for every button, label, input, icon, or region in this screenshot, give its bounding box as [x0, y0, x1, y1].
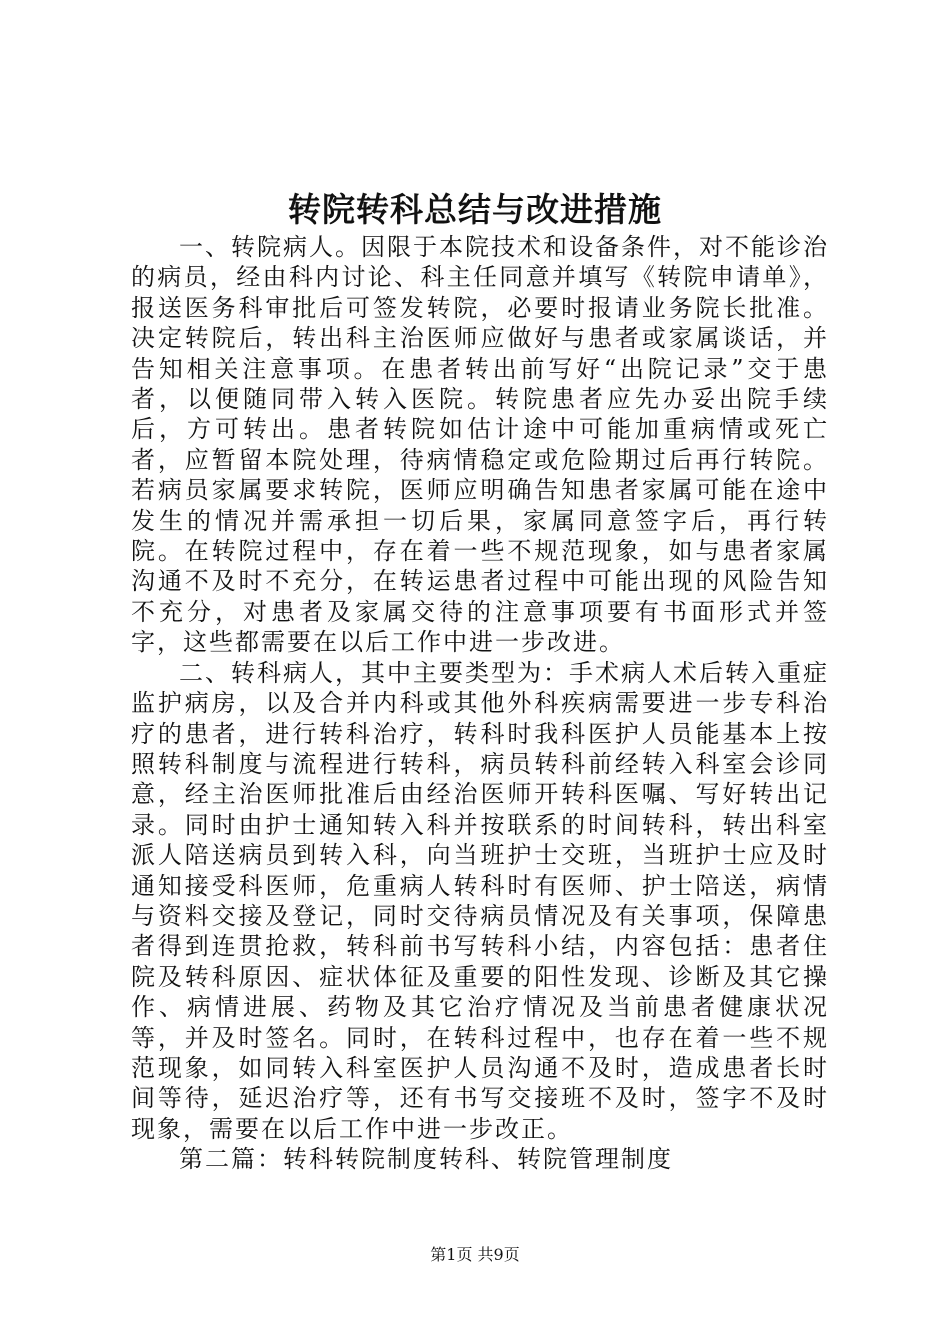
paragraph-transfer-hospital: 一、转院病人。因限于本院技术和设备条件，对不能诊治的病员，经由科内讨论、科主任同意并填写《转院申请单》，报送医务科审批后可签发转院，必要时报请业务院长批准。决定转院后，转出科主治医师应做好与患者或家属谈话，并告知相关注意事项。在患者转出前写好“出院记录”交于患者，以便随同带入转入医院。转院患者应先办妥出院手续后，方可转出。患者转院如估计途中可能加重病情或死亡者，应暂留本院处理，待病情稳定或危险期过后再行转院。若病员家属要求转院，医师应明确告知患者家属可能在途中发生的情况并需承担一切后果，家属同意签字后，再行转院。在转院过程中，存在着一些不规范现象，如与患者家属沟通不及时不充分，在转运患者过程中可能出现的风险告知不充分，对患者及家属交待的注意事项要有书面形式并签字，这些都需要在以后工作中进一步改进。: [131, 233, 829, 657]
document-title: 转院转科总结与改进措施: [288, 190, 662, 229]
document-body: [131, 232, 829, 1175]
paragraph-transfer-department: 二、转科病人，其中主要类型为：手术病人术后转入重症监护病房，以及合并内科或其他外科疾病需要进一步专科治疗的患者，进行转科治疗，转科时我科医护人员能基本上按照转科制度与流程进行转科，病员转科前经转入科室会诊同意，经主治医师批准后由经治医师开转科医嘱、写好转出记录。同时由护士通知转入科并按联系的时间转科，转出科室派人陪送病员到转入科，向当班护士交班，当班护士应及时通知接受科医师，危重病人转科时有医师、护士陪送，病情与资料交接及登记，同时交待病员情况及有关事项，保障患者得到连贯抢救，转科前书写转科小结，内容包括：患者住院及转科原因、症状体征及重要的阳性发现、诊断及其它操作、病情进展、药物及其它治疗情况及当前患者健康状况等，并及时签名。同时，在转科过程中，也存在着一些不规范现象，如同转入科室医护人员沟通不及时，造成患者长时间等待，延迟治疗等，还有书写交接班不及时，签字不及时现象，需要在以后工作中进一步改正。: [131, 658, 829, 1143]
page-number-footer: 第1页 共9页: [430, 1245, 520, 1264]
paragraph-second-chapter-heading: 第二篇：转科转院制度转科、转院管理制度: [179, 1145, 673, 1174]
